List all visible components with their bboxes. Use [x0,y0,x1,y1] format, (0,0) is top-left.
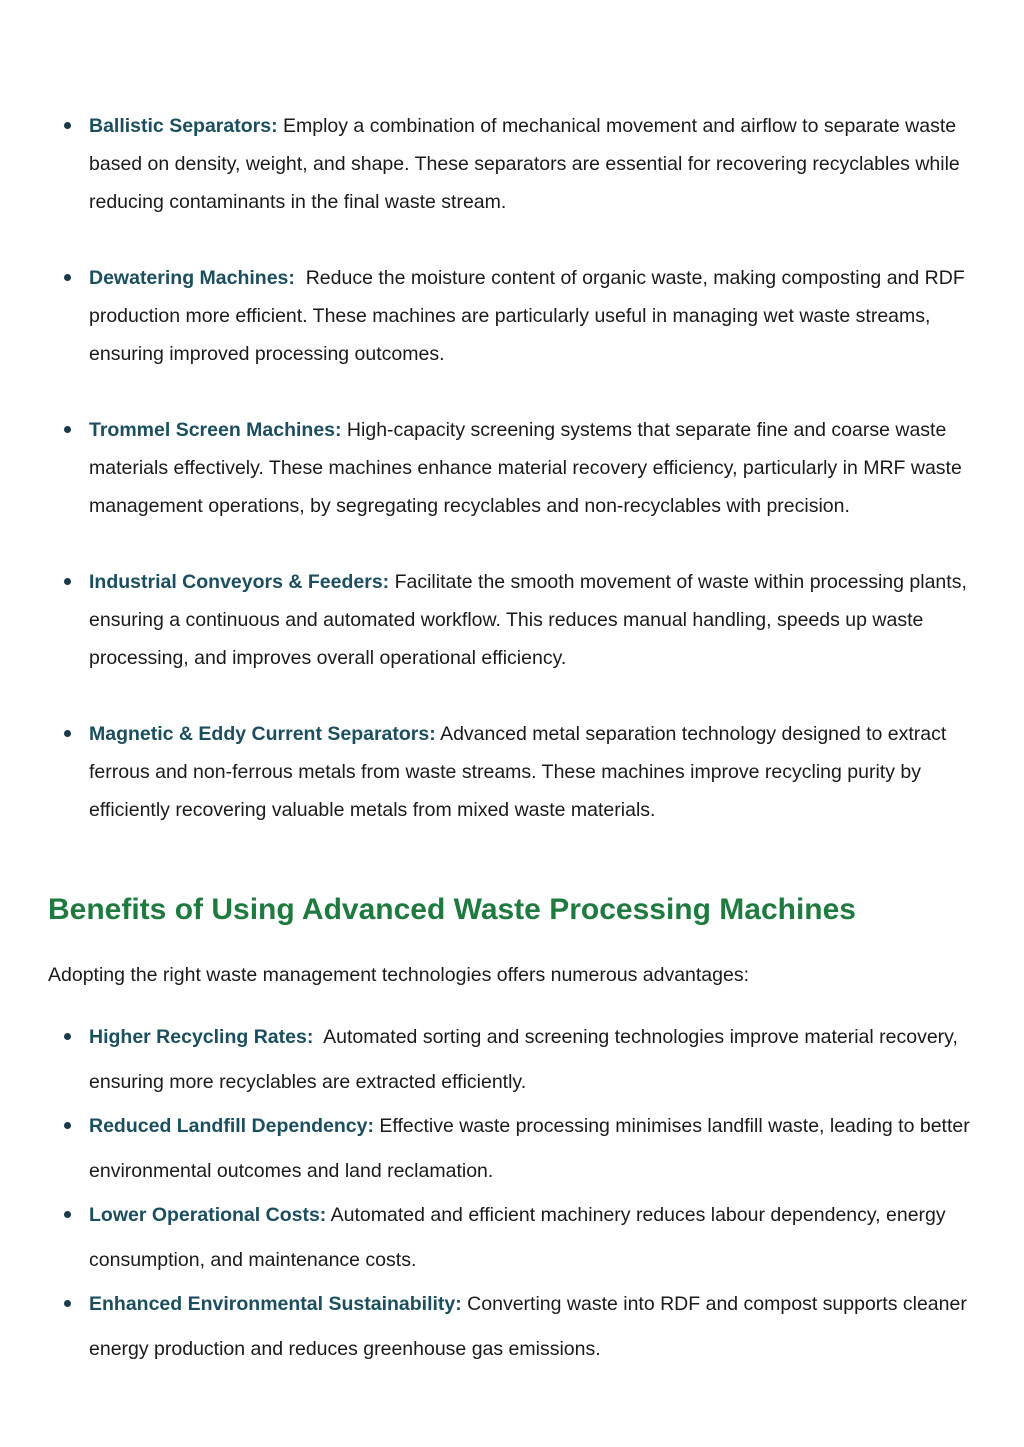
list-item [0,1104,1024,1193]
item-term: Industrial Conveyors & Feeders: [89,571,390,593]
bullet-icon [64,274,71,281]
item-description: Automated sorting and screening technologies improve material recovery, ensuring more recyclables are extracted efficiently. [89,1026,964,1093]
item-description: Employ a combination of mechanical movement and airflow to separate waste based on density, weight, and shape. These separators are essential for recovering recyclables while reducing contaminants in the final waste stream. [89,115,960,213]
item-term: Higher Recycling Rates: [89,1026,314,1048]
list-item [0,1282,1024,1371]
item-description: Converting waste into RDF and compost supports cleaner energy production and reduces greenhouse gas emissions. [89,1293,967,1360]
item-term: Lower Operational Costs: [89,1204,327,1226]
item-description: Effective waste processing minimises landfill waste, leading to better environmental outcomes and land reclamation. [89,1115,970,1182]
list-item [0,259,1024,373]
list-item [0,411,1024,525]
intro-paragraph: Adopting the right waste management technologies offers numerous advantages: [48,964,750,986]
section-heading: Benefits of Using Advanced Waste Processing Machines [48,893,856,926]
list-item [0,563,1024,677]
item-description: Facilitate the smooth movement of waste within processing plants, ensuring a continuous and automated workflow. This reduces manual handling, speeds up waste processing, and improves overall operational efficiency. [89,571,967,669]
item-description: Reduce the moisture content of organic waste, making composting and RDF production more efficient. These machines are particularly useful in managing wet waste streams, ensuring improved processing outcomes. [89,267,971,365]
item-description: High-capacity screening systems that separate fine and coarse waste materials effectively. These machines enhance material recovery efficiency, particularly in MRF waste management operations, by segregating recyclables and non-recyclables with precision. [89,419,962,517]
item-description: Advanced metal separation technology designed to extract ferrous and non-ferrous metals from waste streams. These machines improve recycling purity by efficiently recovering valuable metals from mixed waste materials. [89,723,947,821]
bullet-icon [64,1122,71,1129]
item-term: Enhanced Environmental Sustainability: [89,1293,462,1315]
bullet-icon [64,1033,71,1040]
list-item [0,715,1024,829]
list-item [0,1015,1024,1104]
item-term: Dewatering Machines: [89,267,295,289]
item-term: Magnetic & Eddy Current Separators: [89,723,436,745]
bullet-icon [64,730,71,737]
item-term: Ballistic Separators: [89,115,278,137]
bullet-icon [64,122,71,129]
bullet-icon [64,426,71,433]
bullet-icon [64,1211,71,1218]
benefits-list [0,1015,1024,1371]
item-description: Automated and efficient machinery reduces labour dependency, energy consumption, and maintenance costs. [89,1204,946,1271]
bullet-icon [64,578,71,585]
item-term: Reduced Landfill Dependency: [89,1115,374,1137]
list-item [0,1193,1024,1282]
list-item [0,107,1024,221]
bullet-icon [64,1300,71,1307]
item-term: Trommel Screen Machines: [89,419,342,441]
machine-list [0,107,1024,829]
